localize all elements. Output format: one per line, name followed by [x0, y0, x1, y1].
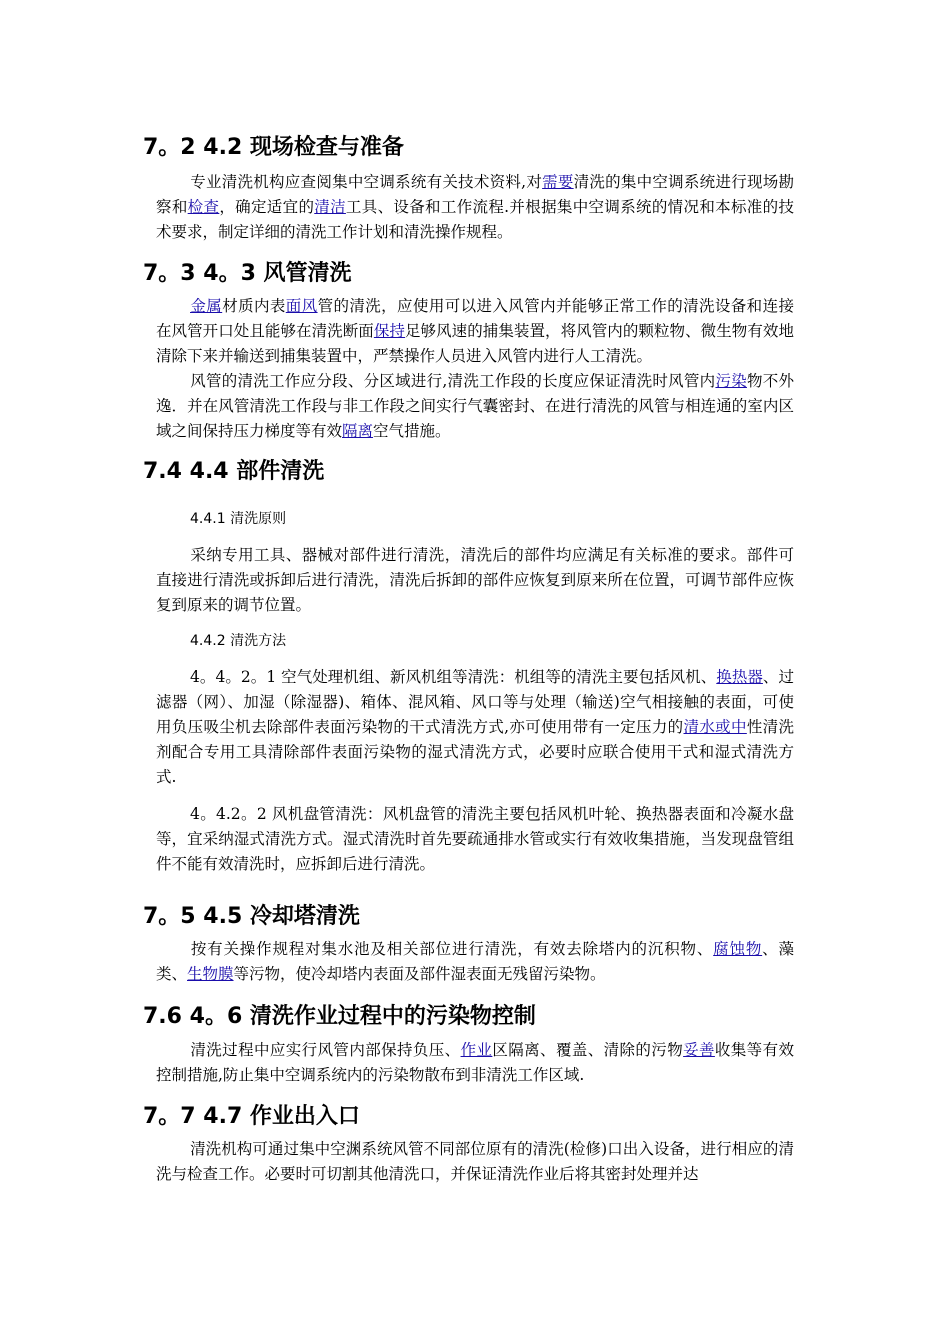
paragraph-4-3-b: [156, 369, 794, 444]
keyword-link[interactable]: 污染: [715, 372, 747, 390]
paragraph-4-4-2-2: [156, 802, 794, 877]
text-run: 区隔离、覆盖、清除的污物: [492, 1041, 684, 1059]
keyword-link[interactable]: 隔离: [342, 422, 374, 440]
keyword-link[interactable]: 生物膜: [187, 965, 234, 983]
keyword-link[interactable]: 需要: [542, 173, 574, 191]
keyword-link[interactable]: 金属: [190, 297, 223, 315]
text-run: ，确定适宜的: [219, 198, 315, 216]
keyword-link[interactable]: 面风: [285, 297, 318, 315]
keyword-link[interactable]: 保持: [373, 322, 405, 340]
text-run: 足够风速的捕集装置，将风管内的颗粒物、微生物有效地清除下来并输送到捕集装置中，严禁操作人员进入风管内进行人工清洗。: [156, 322, 794, 365]
paragraph-4-3-a: [156, 294, 794, 369]
keyword-link[interactable]: 作业: [460, 1041, 493, 1059]
text-run: 工具、设备和工作流程.并根据集中空调系统的情况和本标准的技术要求，制定详细的清洗工作计划和清洗操作规程。: [156, 198, 794, 241]
text-run: 收集等有效控制措施,防止集中空调系统内的污染物散布到非清洗工作区域.: [156, 1041, 794, 1084]
keyword-link[interactable]: 换热器: [716, 668, 763, 686]
heading-4-5: 7。5 4.5 冷却塔清洗: [143, 904, 360, 929]
text-run: 风管的清洗工作应分段、分区域进行,清洗工作段的长度应保证清洗时风管内: [190, 372, 716, 390]
keyword-link[interactable]: 清水或中: [683, 718, 747, 736]
paragraph-4-4-2-1: [156, 665, 794, 790]
text-run: 4。4。2。1 空气处理机组、新风机组等清洗：机组等的清洗主要包括风机、: [190, 668, 717, 686]
text-run: 物不外逸．并在风管清洗工作段与非工作段之间实行气囊密封、在进行清洗的风管与相连通的室内区域之间保持压力梯度等有效: [156, 372, 794, 440]
text-run: 管的清洗，应使用可以进入风管内并能够正常工作的清洗设备和连接在风管开口处且能够在清洗断面: [156, 297, 794, 340]
keyword-link[interactable]: 清洁: [314, 198, 346, 216]
text-run: 4。4.2。2 风机盘管清洗：风机盘管的清洗主要包括风机叶轮、换热器表面和冷凝水盘等，宜采纳湿式清洗方式。湿式清洗时首先要疏通排水管或实行有效收集措施，当发现盘管组件不能有效清洗时，应拆卸后进行清洗。: [156, 805, 794, 873]
text-run: 等污物，使冷却塔内表面及部件湿表面无残留污染物。: [233, 965, 606, 983]
paragraph-4-2: [156, 170, 794, 245]
keyword-link[interactable]: 妥善: [683, 1041, 715, 1059]
paragraph-4-5: [156, 937, 794, 987]
heading-4-7: 7。7 4.7 作业出入口: [143, 1104, 360, 1129]
text-run: 空气措施。: [373, 422, 451, 440]
text-run: 专业清洗机构应查阅集中空调系统有关技术资料,对: [190, 173, 543, 191]
subheading-4-4-1: 4.4.1 清洗原则: [190, 511, 287, 527]
heading-4-6: 7.6 4。6 清洗作业过程中的污染物控制: [143, 1004, 536, 1029]
paragraph-4-6: [156, 1038, 794, 1088]
heading-4-4: 7.4 4.4 部件清洗: [143, 459, 325, 484]
subheading-4-4-2: 4.4.2 清洗方法: [190, 633, 287, 649]
text-run: 清洗机构可通过集中空渊系统风管不同部位原有的清洗(检修)口出入设备，进行相应的清洗与检查工作。必要时可切割其他清洗口，并保证清洗作业后将其密封处理并达: [156, 1140, 794, 1183]
keyword-link[interactable]: 腐蚀物: [713, 940, 763, 958]
heading-4-3: 7。3 4。3 风管清洗: [143, 261, 352, 286]
text-run: 采纳专用工具、器械对部件进行清洗，清洗后的部件均应满足有关标准的要求。部件可直接进行清洗或拆卸后进行清洗，清洗后拆卸的部件应恢复到原来所在位置，可调节部件应恢复到原来的调节位置。: [156, 546, 794, 614]
text-run: 性清洗剂配合专用工具清除部件表面污染物的湿式清洗方式，必要时应联合使用干式和湿式清洗方式.: [156, 718, 794, 786]
text-run: 清洗过程中应实行风管内部保持负压、: [190, 1041, 461, 1059]
keyword-link[interactable]: 检查: [187, 198, 220, 216]
heading-4-2: 7。2 4.2 现场检查与准备: [143, 135, 404, 160]
paragraph-4-7: [156, 1137, 794, 1187]
paragraph-4-4-1: [156, 543, 794, 618]
text-run: 、过滤器（网）、加湿（除湿器)、箱体、混风箱、风口等与处理（输送)空气相接触的表面，可使用负压吸尘机去除部件表面污染物的干式清洗方式,亦可使用带有一定压力的: [156, 668, 794, 736]
text-run: 、藻类、: [156, 940, 794, 983]
text-run: 清洗的集中空调系统进行现场勘察和: [156, 173, 794, 216]
text-run: 按有关操作规程对集水池及相关部位进行清洗，有效去除塔内的沉积物、: [190, 940, 714, 958]
text-run: 材质内表: [222, 297, 286, 315]
